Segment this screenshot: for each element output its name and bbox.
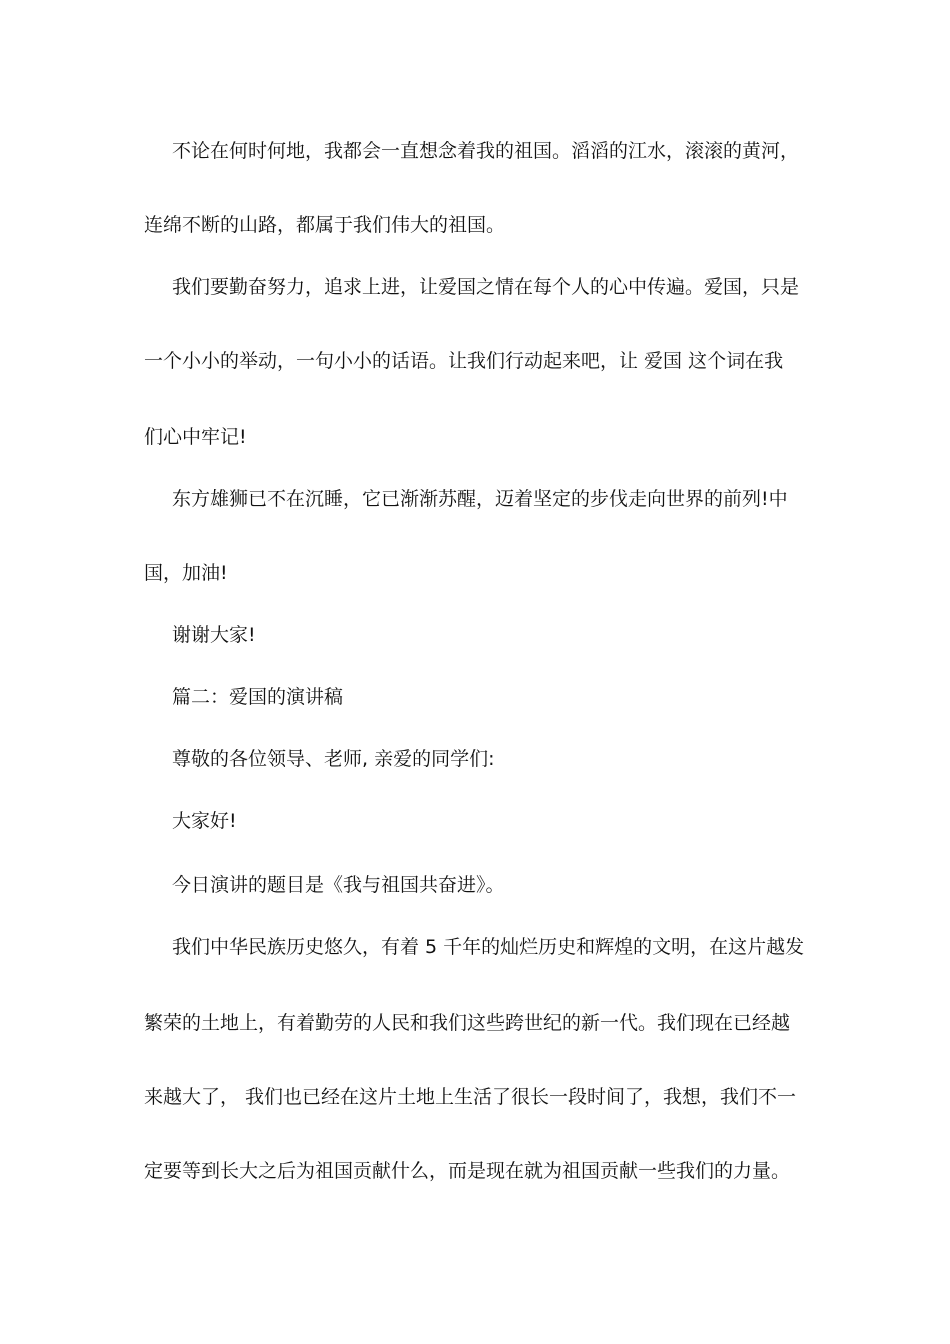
text-line: 不论在何时何地，我都会一直想念着我的祖国。滔滔的江水，滚滚的黄河， bbox=[172, 140, 800, 162]
text-line: 谢谢大家! bbox=[172, 624, 256, 646]
text-line: 今日演讲的题目是《我与祖国共奋进》。 bbox=[172, 874, 505, 896]
text-line: 定要等到长大之后为祖国贡献什么，而是现在就为祖国贡献一些我们的力量。 bbox=[144, 1160, 791, 1182]
text-line: 一个小小的举动，一句小小的话语。让我们行动起来吧，让 爱国 这个词在我 bbox=[144, 350, 784, 372]
text-line: 东方雄狮已不在沉睡，它已渐渐苏醒，迈着坚定的步伐走向世界的前列!中 bbox=[172, 488, 788, 510]
section-heading: 篇二：爱国的演讲稿 bbox=[172, 686, 344, 708]
text-line: 繁荣的土地上，有着勤劳的人民和我们这些跨世纪的新一代。我们现在已经越 bbox=[144, 1012, 791, 1034]
text-line: 国，加油! bbox=[144, 562, 228, 584]
text-line: 连绵不断的山路，都属于我们伟大的祖国。 bbox=[144, 214, 506, 236]
text-line: 来越大了， 我们也已经在这片土地上生活了很长一段时间了，我想，我们不一 bbox=[144, 1086, 797, 1108]
text-line: 大家好! bbox=[172, 810, 237, 832]
text-line: 我们中华民族历史悠久，有着 5 千年的灿烂历史和辉煌的文明，在这片越发 bbox=[172, 936, 805, 958]
text-line: 们心中牢记! bbox=[144, 426, 247, 448]
text-line: 我们要勤奋努力，追求上进，让爱国之情在每个人的心中传遍。爱国，只是 bbox=[172, 276, 800, 298]
text-line: 尊敬的各位领导、老师, 亲爱的同学们: bbox=[172, 748, 495, 770]
